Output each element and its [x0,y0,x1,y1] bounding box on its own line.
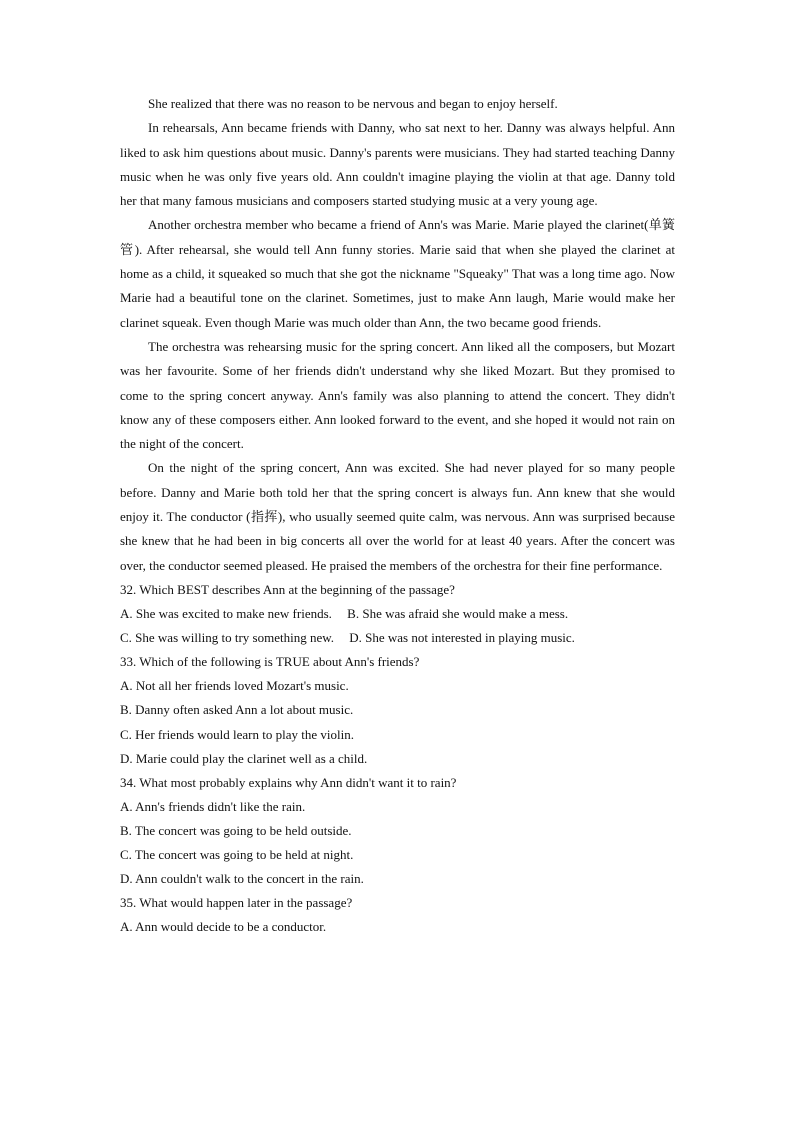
option-c: C. The concert was going to be held at night. [120,846,354,862]
option-row [120,602,675,626]
option-a: A. Ann's friends didn't like the rain. [120,798,306,814]
option-a: A. Ann would decide to be a conductor. [120,919,327,935]
option-c: C. She was willing to try something new. [120,630,335,646]
question-35 [120,891,675,939]
question-stem: 32. Which BEST describes Ann at the beginning of the passage? [120,581,455,597]
option-a: A. She was excited to make new friends. [120,606,332,622]
option-d: D. She was not interested in playing music. [349,630,575,646]
option-b: B. She was afraid she would make a mess. [347,606,569,622]
option-d: D. Ann couldn't walk to the concert in the rain. [120,871,364,887]
passage-paragraph-1: She realized that there was no reason to be nervous and began to enjoy herself. [148,96,558,111]
option-b: B. Danny often asked Ann a lot about music. [120,702,354,718]
option-d: D. Marie could play the clarinet well as a child. [120,750,368,766]
question-33 [120,650,675,770]
reading-passage [120,92,675,578]
option-a: A. Not all her friends loved Mozart's music. [120,678,349,694]
question-34 [120,771,675,891]
option-b: B. The concert was going to be held outside. [120,822,352,838]
question-stem: 35. What would happen later in the passage? [120,895,353,911]
passage-paragraph-3: Another orchestra member who became a friend of Ann's was Marie. Marie played the clarinet(单簧管). After rehearsal, she would tell Ann funny stories. Marie said that when she played the clarinet at home as a child, it squeaked so much that she got the nickname "Squeaky" That was a long time ago. Now Marie had a beautiful tone on the clarinet. Sometimes, just to make Ann laugh, Marie would make her clarinet squeak. Even though Marie was much older than Ann, the two became good friends. [120,217,675,330]
document-page [120,92,675,939]
passage-paragraph-4: The orchestra was rehearsing music for the spring concert. Ann liked all the composers, but Mozart was her favourite. Some of her friends didn't understand why she liked Mozart. But they promised to come to the spring concert anyway. Ann's family was also planning to attend the concert. They didn't know any of these composers either. Ann looked forward to the event, and she hoped it would not rain on the night of the concert. [120,338,675,452]
question-stem: 34. What most probably explains why Ann didn't want it to rain? [120,774,457,790]
question-32 [120,578,675,650]
option-row [120,626,675,650]
passage-paragraph-5: On the night of the spring concert, Ann was excited. She had never played for so many people before. Danny and Marie both told her that the spring concert is always fun. Ann knew that she would enjoy it. The conductor (指挥), who usually seemed quite calm, was nervous. Ann was surprised because she knew that he had been in big concerts all over the world for at least 40 years. After the concert was over, the conductor seemed pleased. He praised the members of the orchestra for their fine performance. [120,460,675,573]
question-stem: 33. Which of the following is TRUE about Ann's friends? [120,654,420,670]
passage-paragraph-2: In rehearsals, Ann became friends with Danny, who sat next to her. Danny was always helpful. Ann liked to ask him questions about music. Danny's parents were musicians. They had started teaching Danny music when he was only five years old. Ann couldn't imagine playing the violin at that age. Danny told her that many famous musicians and composers started studying music at a very young age. [120,120,675,209]
option-c: C. Her friends would learn to play the violin. [120,726,354,742]
